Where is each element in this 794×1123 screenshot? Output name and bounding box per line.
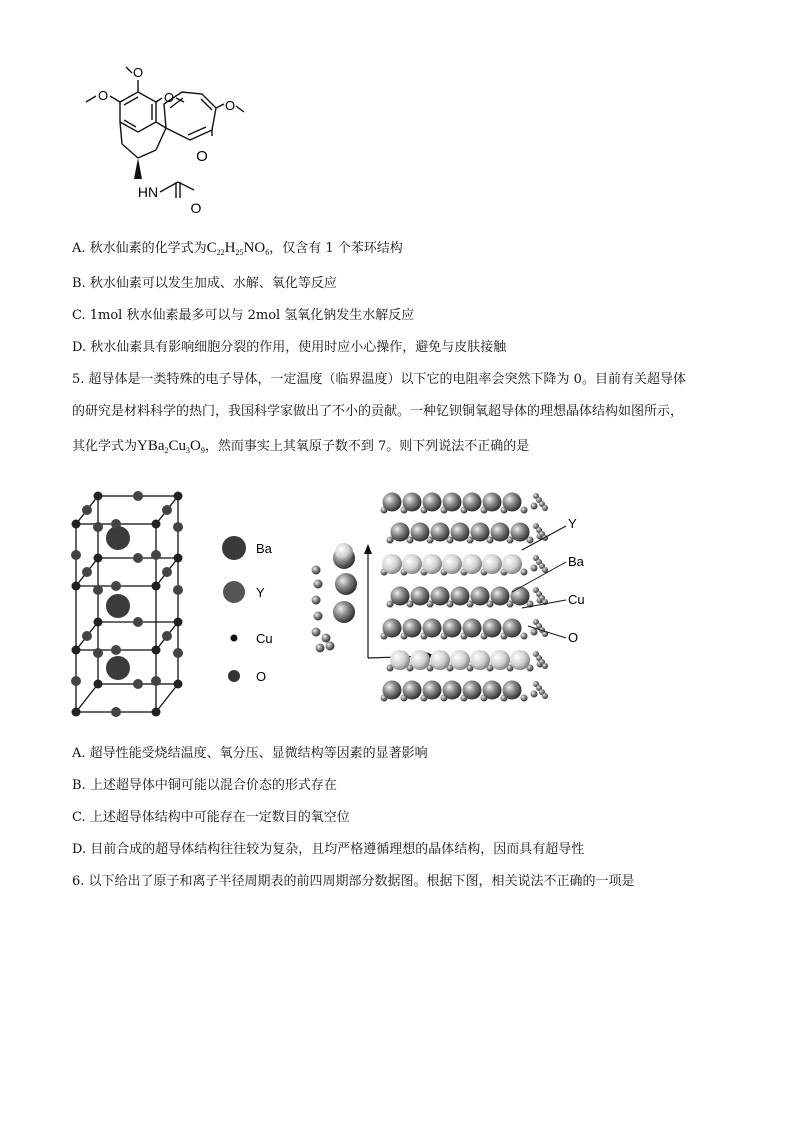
chain-small-atom [312,628,321,637]
q4-option-d: D. 秋水仙素具有影响细胞分裂的作用，使用时应小心操作，避免与皮肤接触 [72,340,507,355]
formula-subscript: 25 [235,248,244,257]
cell-oxygen-atom [71,676,81,686]
formula-part: Cu [168,438,187,454]
block-large-atom [442,554,462,574]
wedge-bond [134,158,142,179]
block-large-atom [463,681,482,700]
block-large-atom [430,650,450,670]
formula-part: H [224,240,236,256]
cell-oxygen-atom [82,631,92,641]
cell-cu-atom [94,680,103,689]
q4-option-a [72,238,403,263]
oxygen-label-3: O [163,90,175,105]
block-large-atom [411,587,430,606]
cell-cu-atom [72,520,81,529]
q5-option-b: B. 上述超导体中铜可能以混合价态的形式存在 [72,778,337,793]
legend-cu-label: Cu [256,631,273,646]
block-edge-atom [542,693,548,699]
block-large-atom [483,681,502,700]
unit-cell-diagram [68,488,188,720]
legend-y-marker [223,581,245,603]
block-large-atom [491,523,510,542]
cell-oxygen-atom [133,553,143,563]
q5-line3-prefix: 其化学式为 [72,439,138,454]
block-large-atom [410,650,430,670]
crystal-ball-model [300,488,600,720]
unit-cell-atoms [71,491,183,717]
block-small-atom [521,507,528,514]
block-large-atom [391,523,410,542]
cell-oxygen-atom [93,585,103,595]
cell-oxygen-atom [173,522,183,532]
block-large-atom [503,681,522,700]
cell-cu-atom [94,618,103,627]
block-large-atom [443,681,462,700]
block-small-atom [521,633,528,640]
q4-option-b: B. 秋水仙素可以发生加成、水解、氧化等反应 [72,276,337,291]
block-large-atom [510,650,530,670]
carbonyl-oxygen-label: O [196,148,208,165]
block-large-atom [463,619,482,638]
cell-cu-atom [94,492,103,501]
legend-cu-marker [231,635,238,642]
up-arrowhead [364,544,372,554]
chain-small-atom [314,612,323,621]
atom-block [381,493,549,702]
cell-cu-atom [152,582,161,591]
cell-oxygen-atom [151,676,161,686]
cell-oxygen-atom [173,648,183,658]
cell-cu-atom [174,554,183,563]
block-large-atom [450,650,470,670]
block-large-atom [431,523,450,542]
block-large-atom [503,619,522,638]
block-large-atom [491,587,510,606]
legend-o-marker [228,670,240,682]
block-large-atom [402,554,422,574]
atom-legend [220,530,290,690]
cell-oxygen-atom [111,645,121,655]
cell-cu-atom [152,520,161,529]
block-large-atom [423,619,442,638]
cell-oxygen-atom [173,585,183,595]
chain-small-atom [326,642,335,651]
block-edge-atom [542,505,548,511]
cell-oxygen-atom [133,491,143,501]
block-large-atom [482,554,502,574]
cell-oxygen-atom [162,631,172,641]
chain-small-atom [316,644,325,653]
formula-part: NO [243,240,266,256]
oxygen-label-1: O [97,88,109,103]
block-edge-atom [542,663,548,669]
chain-large-atom [335,573,357,595]
legend-ba-marker [222,536,246,560]
block-small-atom [521,569,528,576]
cell-cu-atom [152,708,161,717]
legend-o-label: O [256,669,267,684]
block-large-atom [462,554,482,574]
block-large-atom [490,650,510,670]
cell-cu-atom [174,680,183,689]
q5-stem-line-3 [72,436,529,461]
oxygen-label-4: O [224,98,236,113]
block-large-atom [382,554,402,574]
cell-cu-atom [174,492,183,501]
cell-oxygen-atom [82,505,92,515]
cell-oxygen-atom [162,567,172,577]
block-large-atom [471,523,490,542]
block-large-atom [451,523,470,542]
structure-bonds [86,67,244,198]
block-small-atom [531,503,538,510]
formula-part: O [190,438,201,454]
block-large-atom [390,650,410,670]
q5-line3-suffix: ，然而事实上其氧原子数不到 7。则下列说法不正确的是 [204,439,530,454]
formula-subscript: 22 [216,248,225,257]
cell-oxygen-atom [71,550,81,560]
q5-stem-line-2: 的研究是材料科学的热门，我国科学家做出了不小的贡献。一种钇钡铜氧超导体的理想晶体结构如图所示， [72,404,684,419]
block-large-atom [383,619,402,638]
block-large-atom [483,493,502,512]
block-small-atom [531,565,538,572]
block-large-atom [411,523,430,542]
cell-cu-atom [174,618,183,627]
block-small-atom [521,695,528,702]
cell-oxygen-atom [82,567,92,577]
block-large-atom [403,681,422,700]
cell-oxygen-atom [162,505,172,515]
q4-option-a-suffix: ，仅含有 1 个苯环结构 [269,241,403,256]
cell-oxygen-atom [93,648,103,658]
block-large-atom [403,619,422,638]
block-large-atom [451,587,470,606]
model-label-y: Y [568,516,577,531]
chain-small-atom [312,596,321,605]
block-large-atom [471,587,490,606]
block-large-atom [431,587,450,606]
block-large-atom [403,493,422,512]
cell-oxygen-atom [133,617,143,627]
cell-cu-atom [94,554,103,563]
cell-oxygen-atom [133,679,143,689]
cell-cu-atom [152,646,161,655]
nh-label: HN [137,184,159,200]
q4-formula [207,240,270,256]
chain-light-atom [335,543,353,561]
q5-option-d: D. 目前合成的超导体结构往往较为复杂，且均严格遵循理想的晶体结构，因而具有超导性 [72,842,585,857]
block-large-atom [503,493,522,512]
block-large-atom [383,681,402,700]
cell-cu-atom [72,646,81,655]
block-large-atom [463,493,482,512]
oxygen-label-2: O [132,65,144,80]
block-small-atom [531,629,538,636]
block-large-atom [423,493,442,512]
chain-small-atom [312,566,321,575]
cell-oxygen-atom [111,519,121,529]
cell-large-atom [106,526,130,550]
q5-option-a: A. 超导性能受烧结温度、氧分压、显微结构等因素的显著影响 [72,746,428,761]
model-label-o: O [568,630,579,645]
cell-oxygen-atom [111,707,121,717]
cell-large-atom [106,656,130,680]
amide-oxygen-label: O [190,200,202,216]
cell-oxygen-atom [111,581,121,591]
chain-large-atom [333,601,355,623]
cell-cu-atom [72,708,81,717]
block-large-atom [391,587,410,606]
cell-cu-atom [72,582,81,591]
atom-chain-detail [312,543,358,653]
legend-ba-label: Ba [256,541,272,556]
block-large-atom [511,587,530,606]
colchicine-structure [66,64,246,220]
q5-option-c: C. 上述超导体结构中可能存在一定数目的氧空位 [72,810,350,825]
q4-option-a-prefix: A. 秋水仙素的化学式为 [72,241,207,256]
legend-y-label: Y [256,585,265,600]
model-label-cu: Cu [568,592,585,607]
formula-subscript: 6 [265,248,270,257]
label-leaders [512,526,566,638]
cell-oxygen-atom [151,550,161,560]
block-large-atom [511,523,530,542]
model-label-ba: Ba [568,554,584,569]
block-large-atom [502,554,522,574]
cell-oxygen-atom [93,522,103,532]
block-large-atom [422,554,442,574]
q5-stem-line-1: 5. 超导体是一类特殊的电子导体，一定温度（临界温度）以下它的电阻率会突然下降为 0。目前有关超导体 [72,372,686,387]
q5-formula [137,438,205,454]
formula-subscript: 2 [164,446,169,455]
formula-part: YBa [137,438,165,454]
block-small-atom [531,691,538,698]
block-large-atom [483,619,502,638]
q6-stem-line-1: 6. 以下给出了原子和离子半径周期表的前四周期部分数据图。根据下图，相关说法不正确的一项是 [72,874,635,889]
formula-part: C [206,240,217,256]
block-large-atom [383,493,402,512]
formula-subscript: 3 [186,446,191,455]
chain-small-atom [314,580,323,589]
q4-option-c: C. 1mol 秋水仙素最多可以与 2mol 氢氧化钠发生水解反应 [72,308,415,323]
block-large-atom [470,650,490,670]
block-large-atom [443,493,462,512]
block-large-atom [423,681,442,700]
block-large-atom [443,619,462,638]
cell-large-atom [106,594,130,618]
formula-subscript: 9 [200,446,205,455]
chain-small-atom [322,634,331,643]
